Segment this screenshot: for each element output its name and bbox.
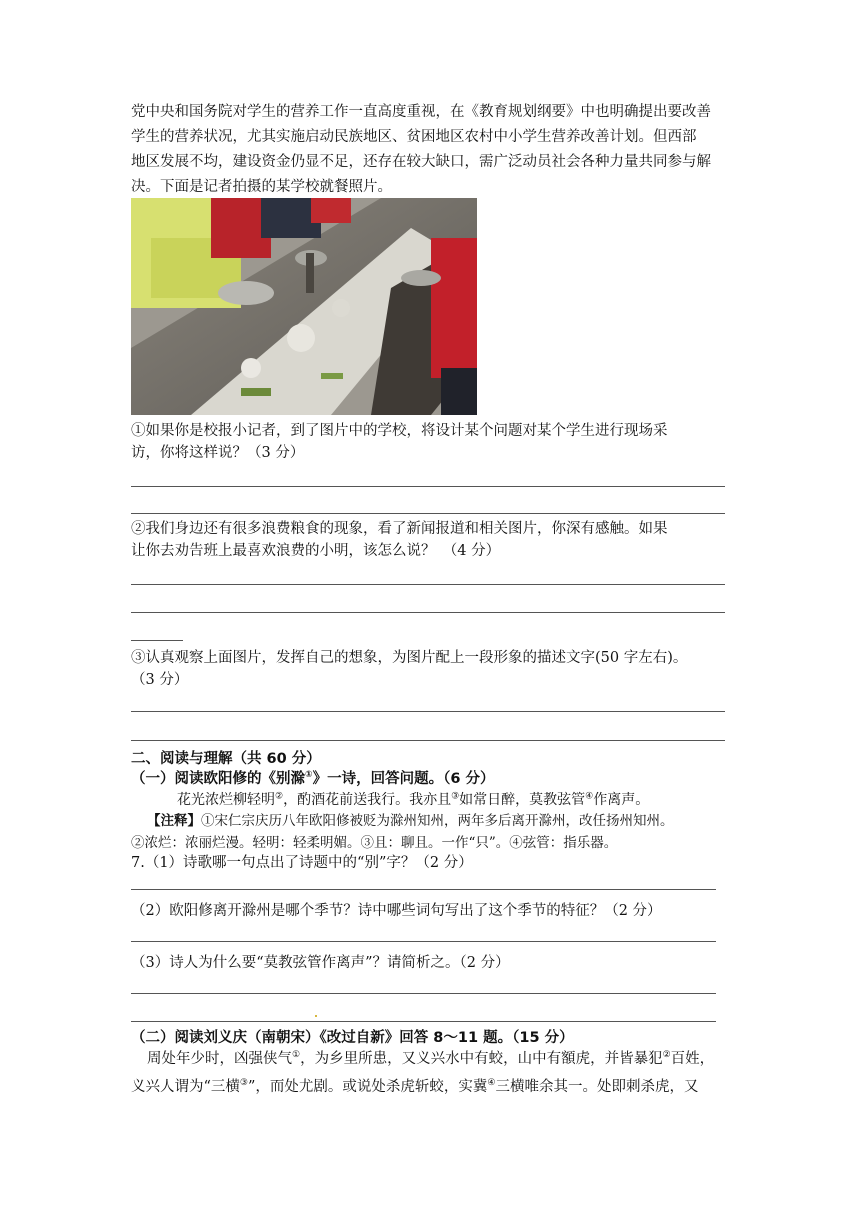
answer-line-short — [131, 640, 183, 641]
question-1-line-2: 访，你将这样说？（3 分） — [131, 445, 305, 461]
question-3-line-1: ③认真观察上面图片，发挥自己的想象，为图片配上一段形象的描述文字(50 字左右)。 — [131, 650, 688, 666]
lunch-photo — [131, 198, 477, 415]
question-1-line-1: ①如果你是校报小记者，到了图片中的学校，将设计某个问题对某个学生进行现场采 — [131, 423, 668, 439]
answer-line — [131, 889, 716, 890]
section-heading: 二、阅读与理解（共 60 分） — [131, 751, 321, 767]
intro-line-3: 地区发展不均，建设资金仍显不足，还存在较大缺口，需广泛动员社会各种力量共同参与解 — [131, 154, 711, 170]
part-1-heading: （一）阅读欧阳修的《别滁①》一诗，回答问题。（6 分） — [131, 770, 495, 787]
intro-line-1: 党中央和国务院对学生的营养工作一直高度重视，在《教育规划纲要》中也明确提出要改善 — [131, 104, 711, 120]
answer-line — [131, 513, 725, 514]
note-line-1: 【注释】①宋仁宗庆历八年欧阳修被贬为滁州知州，两年多后离开滁州，改任扬州知州。 — [147, 813, 674, 829]
poem-text: 花光浓烂柳轻明②，酌酒花前送我行。我亦且③如常日醉，莫教弦管④作离声。 — [177, 791, 650, 808]
note-line-2: ②浓烂：浓丽烂漫。轻明：轻柔明媚。③且：聊且。一作“只”。④弦管：指乐器。 — [131, 835, 618, 851]
question-7-1: 7.（1）诗歌哪一句点出了诗题中的“别”字？（2 分） — [131, 855, 473, 871]
answer-line — [131, 993, 716, 994]
passage-line-2: 义兴人谓为“三横③”，而处尤剧。或说处杀虎斩蛟，实冀④三横唯余其一。处即刺杀虎，又 — [131, 1078, 699, 1095]
intro-line-2: 学生的营养状况，尤其实施启动民族地区、贫困地区农村中小学生营养改善计划。但西部 — [131, 129, 697, 145]
question-7-2: （2）欧阳修离开滁州是哪个季节？诗中哪些词句写出了这个季节的特征？（2 分） — [131, 903, 662, 919]
answer-line — [131, 486, 725, 487]
answer-line — [131, 584, 725, 585]
intro-line-4: 决。下面是记者拍摄的某学校就餐照片。 — [131, 179, 392, 195]
answer-line — [131, 941, 716, 942]
part-2-heading: （二）阅读刘义庆（南朝宋）《改过自新》回答 8～11 题。（15 分） — [131, 1030, 574, 1046]
answer-line — [131, 740, 725, 741]
answer-line — [131, 711, 725, 712]
answer-line — [131, 612, 725, 613]
question-3-line-2: （3 分） — [131, 672, 189, 688]
question-7-3: （3）诗人为什么要“莫教弦管作离声”？请简析之。（2 分） — [131, 955, 510, 971]
answer-line — [131, 1021, 716, 1022]
question-2-line-2: 让你去劝告班上最喜欢浪费的小明，该怎么说？ （4 分） — [131, 543, 501, 559]
stray-dot — [315, 1015, 317, 1017]
passage-line-1: 周处年少时，凶强侠气①，为乡里所患，又义兴水中有蛟，山中有額虎，并皆暴犯②百姓， — [147, 1050, 715, 1067]
question-2-line-1: ②我们身边还有很多浪费粮食的现象，看了新闻报道和相关图片，你深有感触。如果 — [131, 521, 668, 537]
